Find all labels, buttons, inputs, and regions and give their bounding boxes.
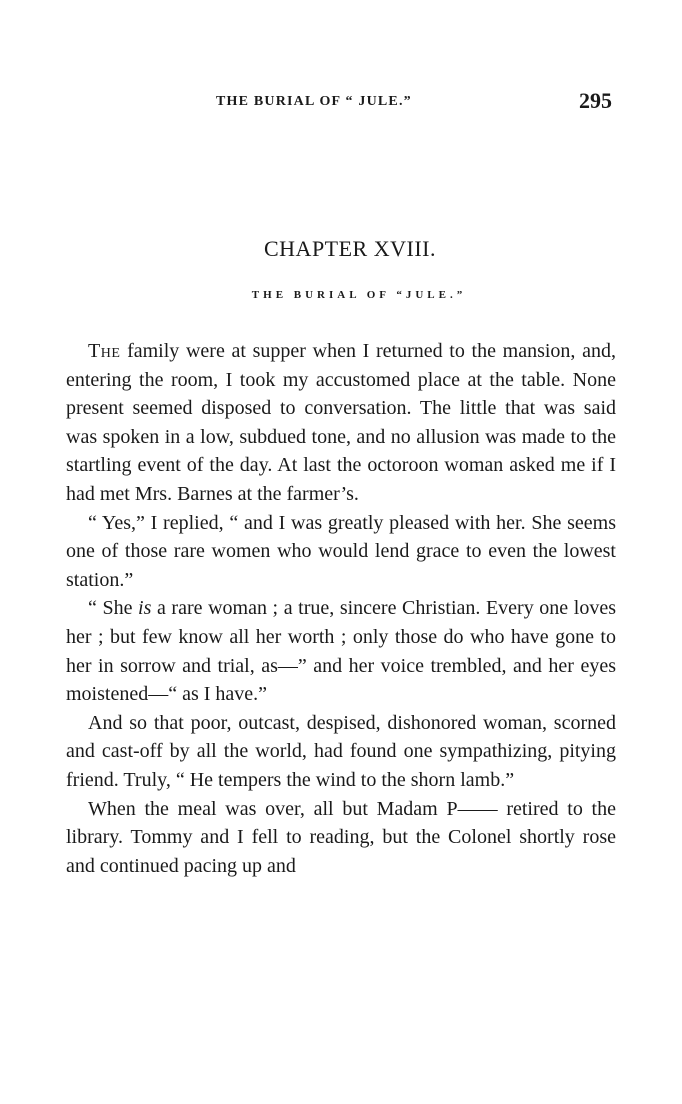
paragraph-2: “ Yes,” I replied, “ and I was greatly pleased with her. She seems one of those rare women who would lend grace to even the lowest station.”: [66, 511, 616, 591]
paragraph-5: When the meal was over, all but Madam P—— retired to the library. Tommy and I fell to reading, but the Colonel shortly rose and continued pacing up and: [66, 797, 616, 877]
paragraph-1-text: family were at supper when I returned to the mansion, and, entering the room, I took my accustomed place at the table. None present seemed disposed to conversation. The little that was said was spoken in a low, subdued tone, and no allusion was made to the startling event of the day. At last the octoroon woman asked me if I had met Mrs. Barnes at the farmer’s.: [66, 340, 616, 505]
paragraph-3: [66, 594, 616, 708]
paragraph-4: And so that poor, outcast, despised, dishonored woman, scorned and cast-off by all the world, had found one sympathizing, pitying friend. Truly, “ He tempers the wind to the shorn lamb.”: [66, 711, 616, 791]
body-text: [66, 337, 616, 880]
running-head: [66, 88, 614, 118]
paragraph-lead-word: The: [88, 340, 121, 362]
page-number: 295: [579, 88, 612, 113]
paragraph-1: [66, 337, 616, 509]
paragraph-3-after: a rare woman ; a true, sincere Christian. Every one loves her ; but few know all her worth ; only those do who have gone to her in sorrow and trial, as—” and her voice trembled, and her eyes moistened—“ as I have.”: [66, 597, 616, 706]
running-title: THE BURIAL OF “ JULE.”: [216, 94, 412, 109]
paragraph-3-emphasis: is: [138, 597, 152, 620]
chapter-number: CHAPTER XVIII.: [264, 236, 436, 261]
paragraph-3-before: “ She: [88, 597, 139, 620]
chapter-title: THE BURIAL OF “JULE.”: [251, 289, 467, 301]
